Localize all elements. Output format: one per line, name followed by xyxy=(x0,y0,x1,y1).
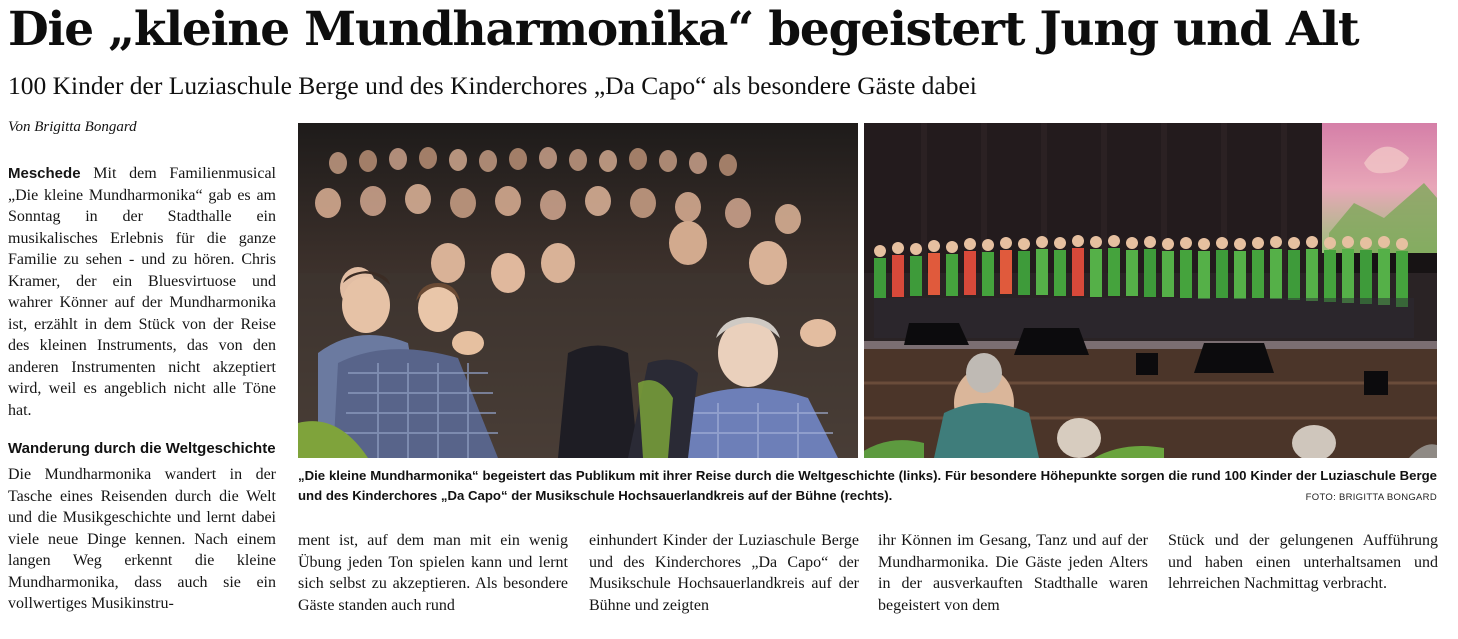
audience-illustration xyxy=(298,123,858,458)
paragraph-intro xyxy=(8,163,276,421)
photo-credit: FOTO: BRIGITTA BONGARD xyxy=(1305,492,1437,503)
byline: Von Brigitta Bongard xyxy=(8,119,137,135)
article-column-5 xyxy=(1168,530,1438,595)
section-subtitle: Wanderung durch die Weltgeschichte xyxy=(8,440,276,457)
paragraph-journey: Die Mundharmonika wandert in der Tasche eines Reisenden durch die Welt und die Musikgeschichte und lernt dabei viele neue Dinge kennen. Nach einem langen Weg erkennt die kleine Mundharmonika, dass auch sie ein vollwertiges Musikinstru- xyxy=(8,466,276,612)
article-column-1-continued xyxy=(8,464,276,615)
paragraph-col3: einhundert Kinder der Luziaschule Berge und des Kinderchores „Da Capo“ der Musikschule Hochsauerlandkreis auf der Bühne und zeigten xyxy=(589,532,859,614)
paragraph-col2: ment ist, auf dem man mit ein wenig Übung jeden Ton spielen kann und lernt sich selbst zu akzeptieren. Als besondere Gäste standen auch rund xyxy=(298,532,568,614)
dateline: Meschede xyxy=(8,165,81,182)
paragraph-intro-text: Mit dem Familienmusical „Die kleine Mundharmonika“ gab es am Sonntag in der Stadthalle ein musikalisches Erlebnis für die ganze Familie zu sehen - und zu hören. Chris Kramer, der ein Bluesvirtuose und wahrer Könner auf der Mundharmonika ist, erzählt in dem Stück von der Reise des kleinen Instruments, das von den anderen Instrumenten nicht akzeptiert wird, weil es angeblich nicht alle Töne hat. xyxy=(8,165,277,419)
article-column-4 xyxy=(878,530,1148,616)
article-column-2 xyxy=(298,530,568,616)
stage-illustration xyxy=(864,123,1437,458)
photo-stage-children xyxy=(864,123,1437,458)
paragraph-col4: ihr Können im Gesang, Tanz und auf der Mundharmonika. Die Gäste jeden Alters in der ausverkauften Stadthalle waren begeistert von dem xyxy=(878,532,1148,614)
photo-audience xyxy=(298,123,858,458)
article-column-3 xyxy=(589,530,859,616)
headline: Die „kleine Mundharmonika“ begeistert Jung und Alt xyxy=(8,2,1359,57)
article-column-1 xyxy=(8,163,276,421)
paragraph-col5: Stück und der gelungenen Aufführung und haben einen unterhaltsamen und lehrreichen Nachmittag verbracht. xyxy=(1168,532,1438,592)
subheadline: 100 Kinder der Luziaschule Berge und des Kinderchores „Da Capo“ als besondere Gäste dabei xyxy=(8,71,977,100)
photo-caption: „Die kleine Mundharmonika“ begeistert das Publikum mit ihrer Reise durch die Weltgeschichte (links). Für besondere Höhepunkte sorgen die rund 100 Kinder der Luziaschule Berge und des Kinderchores „Da Capo“ der Musikschule Hochsauerlandkreis auf der Bühne (rechts). xyxy=(298,468,1437,503)
